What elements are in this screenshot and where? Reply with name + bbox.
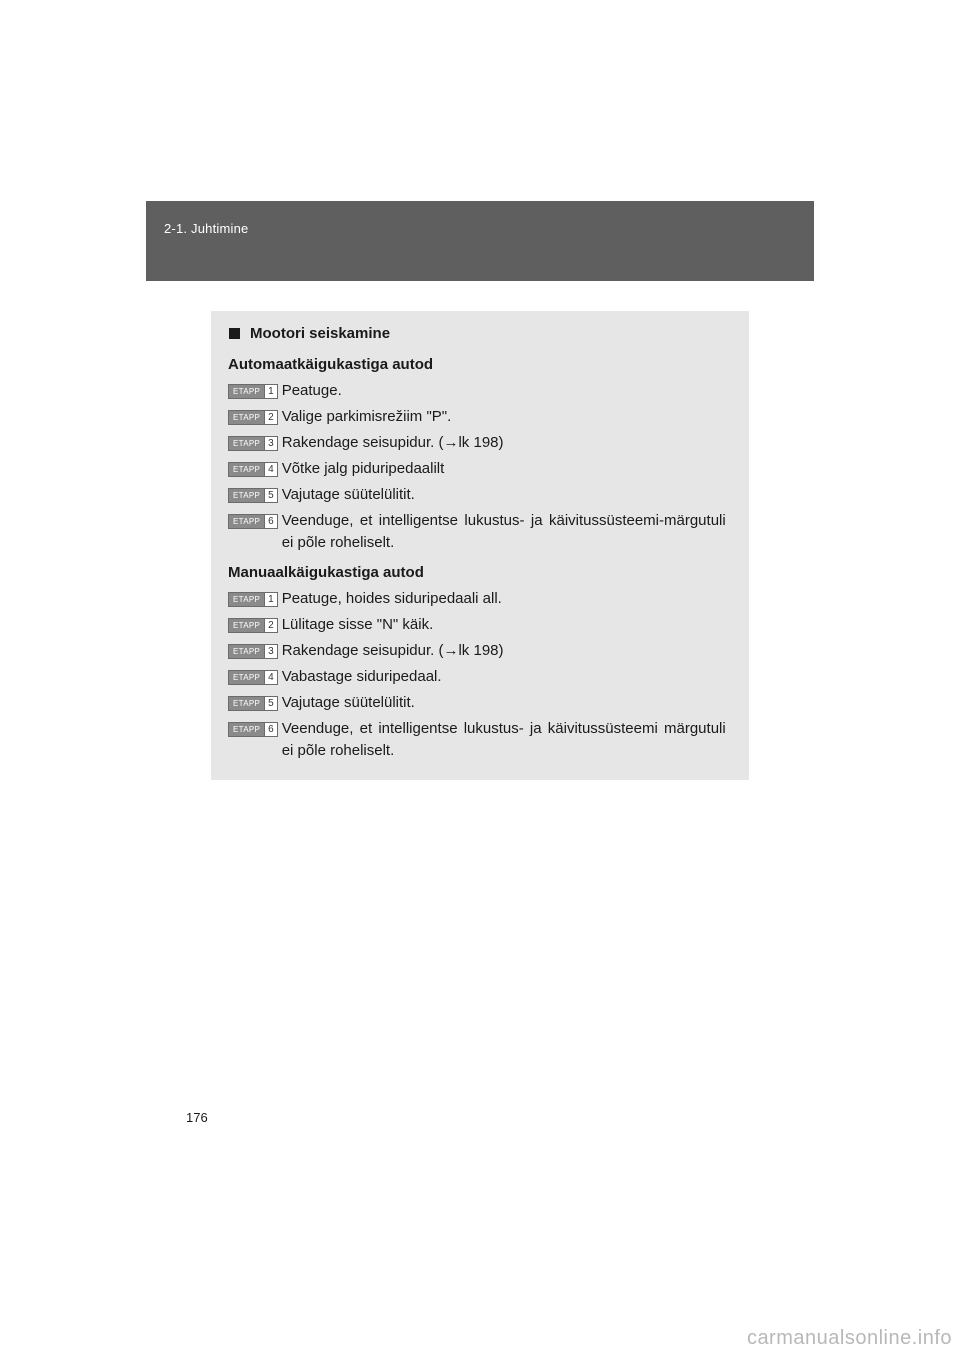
step-text: Vajutage süütelülitit. (281, 486, 415, 503)
step-item (228, 510, 729, 554)
page-number: 176 (186, 1110, 208, 1125)
square-bullet-icon (229, 328, 240, 339)
step-item (228, 692, 729, 714)
step-text: Peatuge. (281, 382, 342, 399)
step-item (228, 666, 729, 688)
step-text: Lülitage sisse "N" käik. (281, 616, 434, 633)
step-text: Vabastage siduripedaal. (281, 668, 442, 685)
step-badge-icon: ETAPP 4 (228, 462, 278, 477)
step-text: Peatuge, hoides siduripedaali all. (281, 590, 502, 607)
step-badge-icon: ETAPP 6 (228, 722, 278, 737)
step-badge-icon: ETAPP 3 (228, 644, 278, 659)
step-item (228, 640, 729, 662)
watermark: carmanualsonline.info (746, 1327, 952, 1349)
section-header-band (146, 201, 814, 281)
heading-text: Mootori seiskamine (250, 324, 391, 342)
step-item (228, 484, 729, 506)
step-badge-icon: ETAPP 5 (228, 488, 278, 503)
step-badge-icon: ETAPP 1 (228, 592, 278, 607)
step-list-automatic (228, 380, 729, 554)
step-item (228, 588, 729, 610)
step-text: Veenduge, et intelligentse lukustus- ja käivitussüsteemi-märgutuli ei põle roheliselt. (281, 512, 726, 551)
section-heading (228, 322, 729, 344)
step-badge-icon: ETAPP 5 (228, 696, 278, 711)
group-title-manual: Manuaalkäigukastiga autod (228, 564, 424, 581)
step-badge-icon: ETAPP 2 (228, 618, 278, 633)
step-badge-icon: ETAPP 2 (228, 410, 278, 425)
step-text: Rakendage seisupidur. (→lk 198) (281, 642, 504, 659)
step-badge-icon: ETAPP 1 (228, 384, 278, 399)
step-item (228, 458, 729, 480)
step-badge-icon: ETAPP 6 (228, 514, 278, 529)
step-badge-icon: ETAPP 3 (228, 436, 278, 451)
step-text: Veenduge, et intelligentse lukustus- ja käivitussüsteemi märgutuli ei põle roheliselt. (281, 720, 726, 759)
step-list-manual (228, 588, 729, 762)
step-badge-icon: ETAPP 4 (228, 670, 278, 685)
step-text: Valige parkimisrežiim "P". (281, 408, 452, 425)
step-text: Vajutage süütelülitit. (281, 694, 415, 711)
section-title: 2-1. Juhtimine (164, 221, 249, 236)
content-box (211, 311, 749, 780)
step-item (228, 614, 729, 636)
step-text: Võtke jalg piduripedaalilt (281, 460, 445, 477)
step-text: Rakendage seisupidur. (→lk 198) (281, 434, 504, 451)
step-item (228, 406, 729, 428)
step-item (228, 432, 729, 454)
group-title-automatic: Automaatkäigukastiga autod (228, 356, 434, 373)
step-item (228, 718, 729, 762)
step-item (228, 380, 729, 402)
